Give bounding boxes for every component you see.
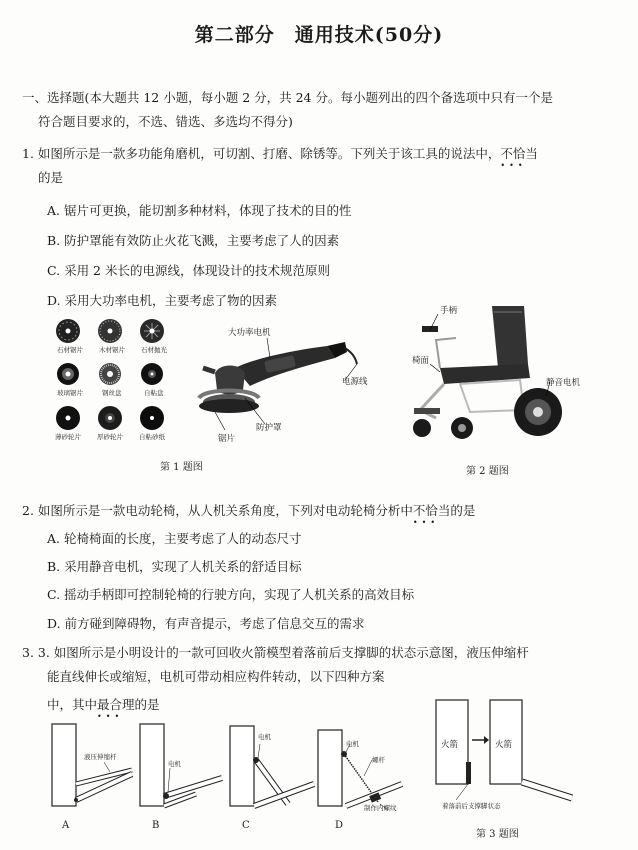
disc-wood-saw [98, 319, 122, 343]
section-header-line2: 符合题目要求的，不选、错选、多选均不得分) [38, 114, 293, 129]
q1-stem [22, 146, 538, 162]
label-power-cord: 电源线 [342, 377, 368, 387]
rocket-state-diagram [436, 700, 586, 810]
disc-label-2: 木材锯片 [99, 346, 125, 354]
q2-option-c: C. 摇动手柄即可控制轮椅的行驶方向，实现了人机关系的高效目标 [47, 587, 415, 602]
q2-stem-emphasis: 不恰当 • • • [413, 503, 451, 518]
disc-sandpaper [140, 406, 164, 430]
q1-stem-text: 1. 如图所示是一款多功能角磨机，可切割、打磨、除锈等。下列关于该工具的说法中， [22, 146, 501, 161]
q3-stem-line2: 能直线伸长或缩短，电机可带动相应构件转动，以下四种方案 [47, 669, 385, 684]
label-blade: 锯片 [218, 434, 236, 444]
q3-stem-emphasis: 最合理 • • • [97, 697, 135, 712]
label-rocket-before: 火箭 [441, 740, 459, 750]
disc-label-1: 石材锯片 [57, 346, 83, 354]
label-internal-thread: 制作内螺纹 [364, 804, 397, 812]
q2-option-b: B. 采用静音电机，实现了人机关系的舒适目标 [47, 559, 302, 574]
scheme-c-label: C [242, 820, 250, 831]
label-seat: 椅面 [412, 356, 430, 366]
q2-stem-text: 2. 如图所示是一款电动轮椅，从人机关系角度，下列对电动轮椅分析中 [22, 503, 413, 518]
figure-1-caption: 第 1 题图 [160, 462, 203, 473]
scheme-a-diagram [52, 724, 144, 814]
q3-stem-line1: 3. 3. 如图所示是小明设计的一款可回收火箭模型着落前后支撑脚的状态示意图，液压伸缩杆 [22, 645, 529, 660]
disc-label-3: 石材抛光 [141, 346, 167, 354]
section-header-line1: 一、选择题(本大题共 12 小题，每小题 2 分，共 24 分。每小题列出的四个备选项中只有一个是 [22, 90, 553, 105]
q3-stem-line3-start: 中，其中 [47, 697, 98, 712]
q2-option-d: D. 前方碰到障碍物，有声音提示，考虑了信息交互的需求 [47, 616, 365, 631]
label-hydraulic-rod: 液压伸缩杆 [84, 753, 117, 761]
disc-wire-wheel [99, 363, 121, 385]
q1-stem-end: 的是 [38, 170, 64, 185]
q2-option-a: A. 轮椅椅面的长度，主要考虑了人的动态尺寸 [47, 531, 302, 546]
disc-label-4: 玻璃锯片 [57, 389, 83, 397]
disc-label-6: 自粘盘 [144, 389, 164, 397]
scheme-a-label: A [62, 820, 70, 831]
disc-thin-grinding [56, 406, 80, 430]
q2-stem [22, 503, 475, 519]
label-guard: 防护罩 [256, 423, 282, 433]
disc-label-8: 厚砂轮片 [97, 433, 123, 441]
scheme-b-label: B [152, 820, 160, 831]
label-motor-c: 电机 [258, 733, 271, 741]
q1-option-c: C. 采用 2 米长的电源线，体现设计的技术规范原则 [47, 263, 330, 278]
disc-glass-saw [57, 363, 79, 385]
scheme-d-diagram [318, 724, 418, 814]
q1-option-a: A. 锯片可更换，能切割多种材料，体现了技术的目的性 [47, 203, 352, 218]
disc-stone-saw [56, 319, 80, 343]
page-title: 第二部分 通用技术(50分) [194, 24, 444, 46]
q1-discs-figure [50, 318, 190, 448]
q3-stem-line3 [47, 697, 160, 713]
scheme-c-diagram [230, 724, 322, 814]
label-handle: 手柄 [440, 306, 458, 316]
label-motor: 大功率电机 [228, 328, 271, 338]
disc-thick-grinding [98, 406, 122, 430]
scheme-d-label: D [335, 820, 344, 831]
scheme-b-diagram [140, 724, 232, 814]
q2-stem-end: 的是 [450, 503, 476, 518]
label-motor-d: 电机 [346, 740, 359, 748]
q1-stem-emphasis: 不恰当 • • • [500, 146, 538, 161]
disc-label-7: 薄砂轮片 [55, 433, 81, 441]
q1-option-d: D. 采用大功率电机，主要考虑了物的因素 [47, 293, 278, 308]
label-rocket-after: 火箭 [495, 740, 513, 750]
disc-self-adhesive [141, 363, 163, 385]
disc-label-5: 钢丝盘 [102, 389, 122, 397]
disc-label-9: 自粘砂纸 [139, 433, 165, 441]
figure-3-caption: 第 3 题图 [476, 829, 519, 840]
figure-2-caption: 第 2 题图 [466, 466, 509, 477]
q3-stem-line3-end: 的是 [134, 697, 160, 712]
label-screw: 螺杆 [372, 756, 385, 764]
disc-stone-polish [140, 319, 164, 343]
label-motor-b: 电机 [168, 760, 181, 768]
label-quiet-motor: 静音电机 [546, 378, 581, 388]
q1-option-b: B. 防护罩能有效防止火花飞溅，主要考虑了人的因素 [47, 233, 340, 248]
label-support-leg-state: 着落前后支撑脚状态 [442, 802, 501, 810]
wheelchair-illustration [400, 300, 570, 450]
